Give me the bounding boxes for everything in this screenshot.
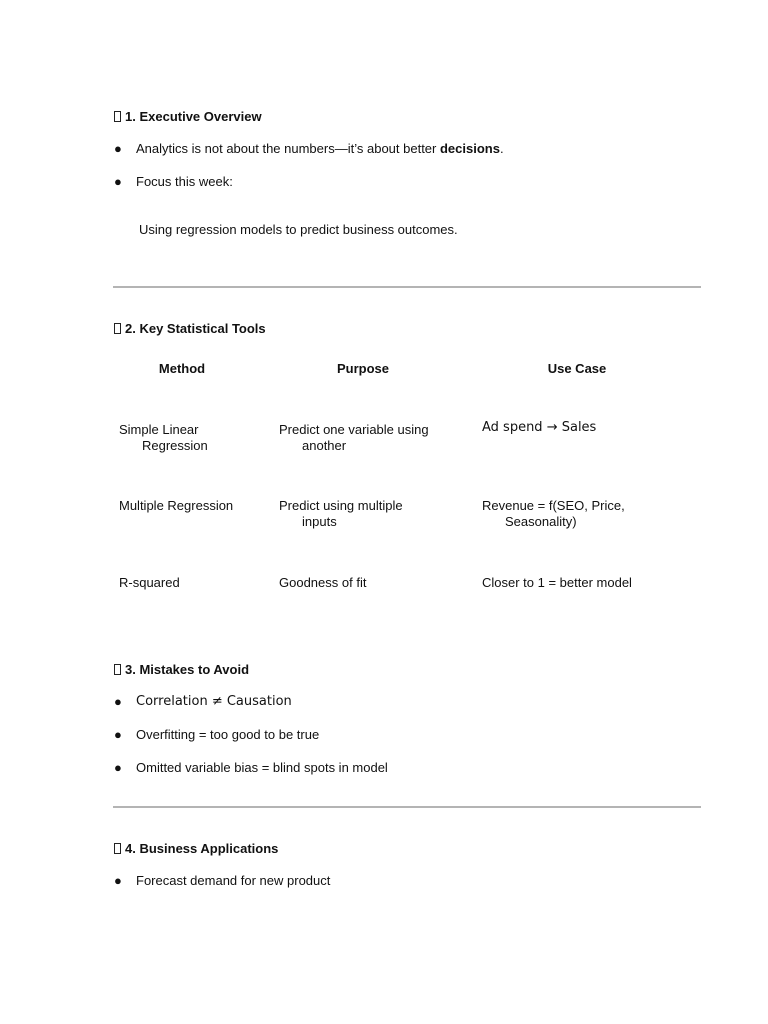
divider: [113, 286, 701, 288]
table-header-method: Method: [158, 361, 206, 376]
table-cell-method: [119, 498, 233, 514]
cell-line: Regression: [142, 438, 208, 453]
list-item: [114, 174, 614, 190]
table-header-purpose: Purpose: [336, 361, 389, 376]
cell-line: Revenue = f(SEO, Price,: [482, 498, 625, 513]
cell-line: another: [302, 438, 347, 453]
table-header-use-case: Use Case: [547, 361, 607, 376]
table-cell-use-case: [482, 420, 596, 436]
section-2-title: 2. Key Statistical Tools: [125, 321, 266, 336]
section-4-heading: [114, 841, 278, 856]
bullet-text: Correlation ≠ Causation: [136, 694, 292, 709]
section-1-heading: [114, 109, 262, 124]
bullet-text: Forecast demand for new product: [136, 873, 331, 888]
table-cell-use-case: [482, 498, 625, 530]
list-item: [114, 760, 614, 776]
missing-glyph-icon: [114, 664, 121, 675]
bullet-icon: ●: [114, 174, 122, 189]
cell-line: Seasonality): [505, 514, 577, 529]
section-2-heading: [114, 321, 266, 336]
bullet-icon: ●: [114, 694, 122, 709]
bullet-text: Overfitting = too good to be true: [136, 727, 320, 742]
cell-line: Predict using multiple: [279, 498, 403, 513]
list-item: [114, 694, 614, 710]
focus-text: Using regression models to predict business outcomes.: [139, 222, 458, 237]
bullet-text: Focus this week:: [136, 174, 233, 189]
cell-line: Simple Linear: [119, 422, 199, 437]
list-item: [114, 727, 614, 743]
cell-line: Predict one variable using: [279, 422, 429, 437]
list-item: [114, 141, 614, 157]
cell-line: Closer to 1 = better model: [482, 575, 632, 590]
list-item: [114, 873, 614, 889]
cell-line: R-squared: [119, 575, 180, 590]
cell-line: Goodness of fit: [279, 575, 367, 590]
bullet-text-end: .: [499, 141, 504, 156]
bullet-text: Omitted variable bias = blind spots in model: [136, 760, 388, 775]
table-cell-purpose: [279, 575, 366, 591]
bullet-icon: ●: [114, 873, 122, 888]
bullet-icon: ●: [114, 141, 122, 156]
section-4-title: 4. Business Applications: [125, 841, 279, 856]
bullet-text: Analytics is not about the numbers—it’s about better: [136, 141, 440, 156]
bullet-icon: ●: [114, 760, 122, 775]
divider: [113, 806, 701, 808]
table-cell-method: [119, 422, 208, 454]
cell-line: inputs: [302, 514, 337, 529]
cell-line: Ad spend → Sales: [482, 420, 597, 435]
bullet-icon: ●: [114, 727, 122, 742]
table-cell-purpose: [279, 422, 429, 454]
section-1-title: 1. Executive Overview: [125, 109, 262, 124]
section-3-title: 3. Mistakes to Avoid: [125, 662, 250, 677]
table-cell-purpose: [279, 498, 403, 530]
table-cell-method: [119, 575, 180, 591]
missing-glyph-icon: [114, 111, 121, 122]
table-cell-use-case: [482, 575, 632, 591]
cell-line: Multiple Regression: [119, 498, 234, 513]
missing-glyph-icon: [114, 323, 121, 334]
bullet-text-bold: decisions: [439, 141, 500, 156]
missing-glyph-icon: [114, 843, 121, 854]
section-3-heading: [114, 662, 249, 677]
